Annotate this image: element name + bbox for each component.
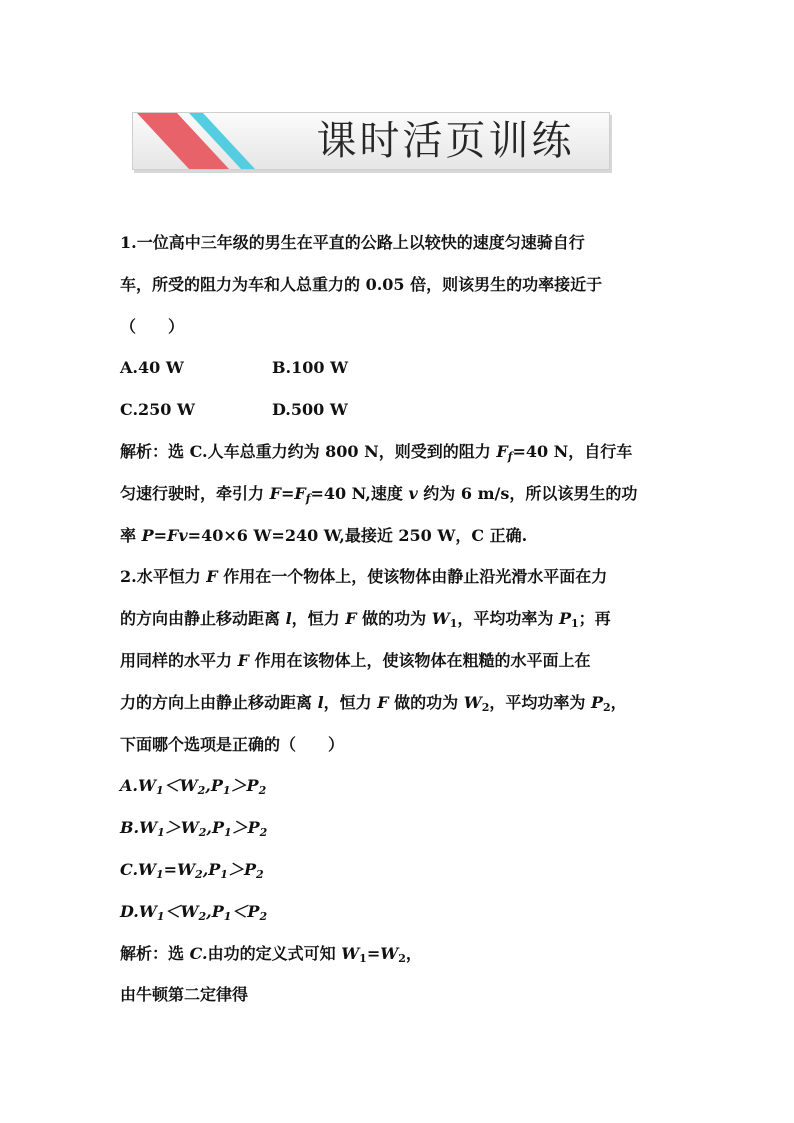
sub: 1 (220, 867, 228, 881)
var-W: W (138, 901, 157, 921)
relation: ＞ (164, 818, 181, 838)
text-run: ， (405, 943, 422, 963)
q1-stem-line-1: 1.一位高中三年级的男生在平直的公路上以较快的速度匀速骑自行 (120, 233, 585, 252)
text-run: =40 N，自行车 (512, 441, 633, 461)
text-run: 做的功为 (388, 692, 464, 712)
var-Fv: Fv (167, 525, 188, 545)
q1-option-c: C.250 W (120, 400, 195, 420)
text-run: ；再 (578, 609, 611, 629)
sub: 2 (195, 867, 203, 881)
relation: ＜ (231, 901, 248, 921)
var-P: P (247, 818, 260, 838)
text-run: 的方向由静止移动距离 (120, 609, 286, 629)
var-W: W (139, 818, 158, 838)
q2-solution-line-1 (120, 933, 680, 975)
sub: 1 (156, 867, 164, 881)
q2-solution-line-2: 由牛顿第二定律得 (120, 985, 249, 1005)
sub-2: 2 (602, 700, 611, 714)
text-run: =40 N,速度 (310, 483, 409, 503)
q1-stem-line-2: 车，所受的阻力为车和人总重力的 0.05 倍，则该男生的功率接近于 (120, 274, 603, 294)
sub: 1 (155, 784, 164, 798)
sub: 2 (198, 826, 207, 840)
q1-options-row-2 (120, 389, 680, 431)
var-P: P (211, 818, 224, 838)
relation: ＜ (164, 901, 181, 921)
sub-f: f (305, 491, 311, 505)
sub: 2 (259, 826, 268, 840)
var-F: F (345, 609, 357, 629)
sub: 1 (223, 826, 232, 840)
q2-stem-line-2 (120, 598, 680, 640)
q2-option-b (120, 807, 680, 849)
text-run: ，平均功率为 (489, 692, 591, 712)
text-run: 由功的定义式可知 (207, 943, 342, 963)
var-F: F (269, 483, 281, 503)
comma: , (206, 818, 212, 838)
var-W: W (341, 943, 360, 963)
comma: , (206, 901, 212, 921)
text-run: 约为 6 m/s，所以该男生的功 (417, 483, 638, 503)
sub: 1 (157, 826, 165, 840)
var-l: l (317, 692, 324, 712)
sub: 2 (259, 909, 268, 923)
var-F: F (377, 692, 389, 712)
q2-option-a (120, 765, 680, 807)
text-run: 解析：选 (120, 943, 190, 963)
var-F: F (206, 567, 218, 587)
sub: 1 (222, 784, 231, 798)
relation: ＜ (163, 776, 180, 796)
text-run: ，恒力 (291, 609, 346, 629)
sub: 2 (198, 909, 207, 923)
var-P: P (141, 525, 154, 545)
q1-option-a: A.40 W (120, 358, 184, 378)
sub-1: 1 (570, 617, 579, 631)
q1-option-d: D.500 W (272, 400, 348, 420)
option-letter: D. (120, 901, 139, 921)
q2-stem-line-1 (120, 556, 680, 598)
sub: 1 (223, 909, 232, 923)
var-P: P (208, 859, 221, 879)
text-run: 做的功为 (356, 609, 432, 629)
sub: 2 (256, 867, 264, 881)
var-F: F (496, 441, 508, 461)
sub: 1 (156, 909, 165, 923)
text-run: 2.水平恒力 (120, 567, 207, 587)
q1-solution-line-2 (120, 473, 680, 515)
var-F: F (237, 650, 249, 670)
text-run: ，平均功率为 (457, 609, 559, 629)
text-run: = (280, 483, 295, 503)
text-run: 匀速行驶时，牵引力 (120, 483, 270, 503)
option-letter: B. (120, 818, 140, 838)
var-P: P (211, 901, 224, 921)
sub-1: 1 (449, 617, 458, 631)
answer-letter: C. (189, 943, 208, 963)
var-P: P (243, 859, 256, 879)
q2-option-c (120, 849, 680, 891)
text-run: = (153, 525, 168, 545)
var-W: W (137, 776, 156, 796)
q1-solution-line-3 (120, 515, 680, 557)
text-run: =40×6 W=240 W,最接近 250 W，C 正确. (187, 525, 528, 545)
var-W: W (180, 818, 199, 838)
text-run: = (366, 943, 381, 963)
q2-option-d (120, 891, 680, 933)
option-letter: C. (120, 859, 139, 879)
var-W: W (177, 859, 196, 879)
text-run: 率 (120, 525, 142, 545)
text-run: 作用在一个物体上，使该物体由静止沿光滑水平面在力 (217, 567, 608, 587)
comma: , (202, 859, 209, 879)
q2-stem-line-3 (120, 640, 680, 682)
var-W: W (380, 943, 399, 963)
var-F: F (294, 483, 306, 503)
text-run: 力的方向上由静止移动距离 (120, 692, 318, 712)
section-banner (132, 112, 610, 170)
sub-2: 2 (398, 951, 406, 965)
var-W: W (180, 901, 199, 921)
exercise-content (120, 222, 680, 1016)
var-P: P (210, 776, 223, 796)
var-P: P (246, 776, 259, 796)
sub-2: 2 (481, 700, 490, 714)
relation: ＞ (230, 776, 247, 796)
text-run: ， (610, 692, 627, 712)
text-run: 解析：选 C.人车总重力约为 800 N，则受到的阻力 (120, 441, 497, 461)
relation: = (163, 859, 178, 879)
sub-f: f (507, 449, 513, 463)
comma: , (205, 776, 211, 796)
text-run: 作用在该物体上，使该物体在粗糙的水平面上在 (248, 650, 591, 670)
q1-options-row-1 (120, 347, 680, 389)
q1-solution-line-1 (120, 431, 680, 473)
text-run: 用同样的水平力 (120, 650, 238, 670)
text-run: ，恒力 (323, 692, 378, 712)
q2-stem-line-4 (120, 682, 680, 724)
var-W: W (463, 692, 482, 712)
q1-answer-blank: （ ） (120, 316, 185, 336)
option-letter: A. (120, 776, 138, 796)
var-W: W (138, 859, 156, 879)
relation: ＞ (231, 818, 248, 838)
var-W: W (431, 609, 450, 629)
sub: 2 (197, 784, 206, 798)
q2-stem-line-5: 下面哪个选项是正确的（ ） (120, 734, 345, 754)
q1-option-b: B.100 W (272, 358, 349, 378)
var-P: P (558, 609, 571, 629)
sub-1: 1 (359, 951, 367, 965)
relation: ＞ (227, 859, 244, 879)
var-P: P (590, 692, 603, 712)
sub: 2 (258, 784, 267, 798)
var-l: l (285, 609, 292, 629)
var-W: W (179, 776, 198, 796)
banner-title: 课时活页训练 (316, 118, 575, 164)
var-P: P (247, 901, 260, 921)
var-v: v (408, 483, 418, 503)
